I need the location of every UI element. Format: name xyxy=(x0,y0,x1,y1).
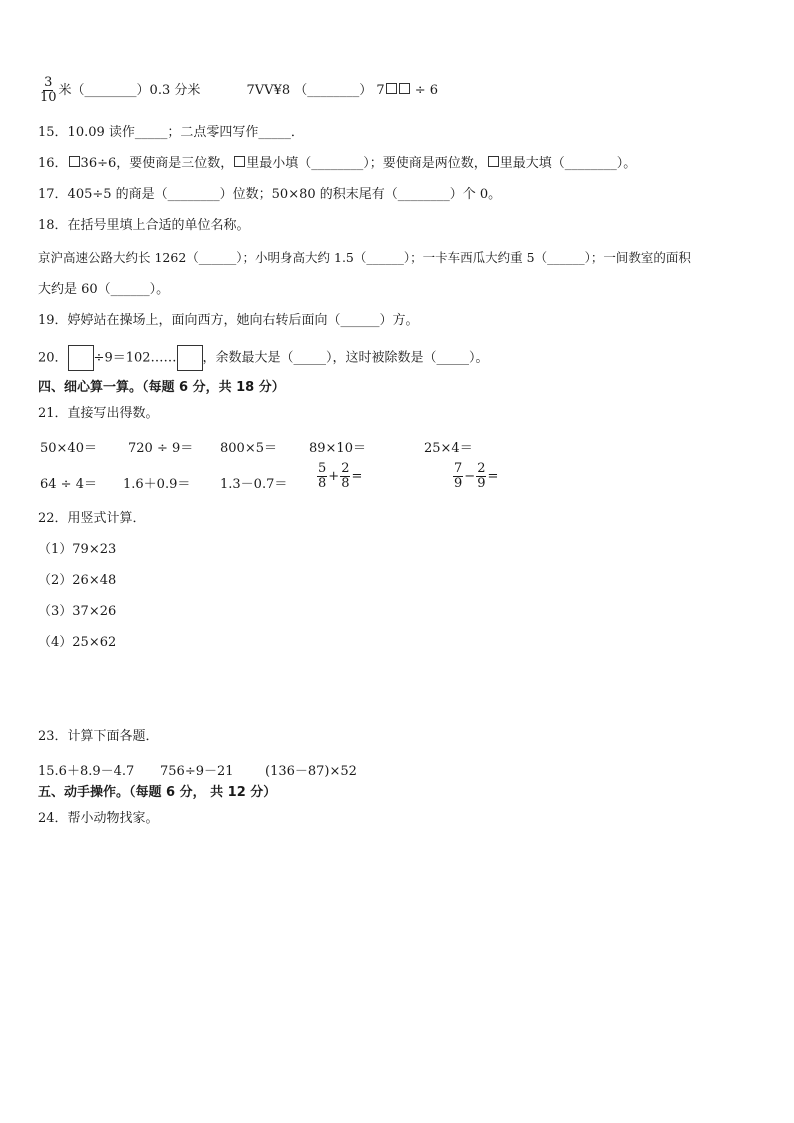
question-21-title: 21．直接写出得数。 xyxy=(38,406,159,421)
question-23-title: 23．计算下面各题． xyxy=(38,729,159,744)
blank-square xyxy=(69,156,80,167)
calc-item: 64 ÷ 4＝ xyxy=(40,477,97,492)
blank-square xyxy=(386,83,397,94)
blank-square xyxy=(234,156,245,167)
question-18-line1: 京沪高速公路大约长 1262（______）；小明身高大约 1.5（______）；一卡车西瓜大约重 5（______）；一间教室的面积 xyxy=(38,250,691,265)
calc-item: 25×4＝ xyxy=(424,441,473,456)
calc-item: 50×40＝ xyxy=(40,441,97,456)
vertical-calc-item: （3）37×26 xyxy=(38,604,117,619)
question-19: 19．婷婷站在操场上，面向西方，她向右转后面向（______）方。 xyxy=(38,313,419,328)
question-17: 17．405÷5 的商是（________）位数；50×80 的积末尾有（________）个 0。 xyxy=(38,187,502,202)
vertical-calc-item: （2）26×48 xyxy=(38,573,117,588)
q14-part3: ÷ 6 xyxy=(414,83,439,98)
expression: 756÷9－21 xyxy=(160,764,234,779)
question-20: 20． ÷9＝102…… ，余数最大是（_____），这时被除数是（_____）。 xyxy=(38,345,489,371)
vertical-calc-item: （4）25×62 xyxy=(38,635,117,650)
blank-square xyxy=(399,83,410,94)
section-4-heading: 四、细心算一算。（每题 6 分，共 18 分） xyxy=(38,380,285,395)
expression: 15.6＋8.9－4.7 xyxy=(38,764,135,779)
calc-item: 89×10＝ xyxy=(309,441,366,456)
vertical-calc-item: （1）79×23 xyxy=(38,542,117,557)
expression: (136－87)×52 xyxy=(265,764,357,779)
q14-line xyxy=(38,76,438,105)
question-22-title: 22．用竖式计算． xyxy=(38,511,146,526)
calc-item: 800×5＝ xyxy=(220,441,277,456)
fraction-calc-1: $\frac{5}{8}$ + $\frac{2}{8}$ = xyxy=(318,461,363,491)
fraction-3-10: $\frac{3}{10}$ xyxy=(40,75,57,105)
q14-part1: 米（________）0.3 分米 xyxy=(58,83,201,98)
calc-item: 720 ÷ 9＝ xyxy=(128,441,194,456)
q14-part2: 7VV¥8 （________） 7 xyxy=(246,83,385,98)
answer-box-dividend xyxy=(68,345,94,371)
calc-item: 1.6＋0.9＝ xyxy=(123,477,191,492)
question-18-line2: 大约是 60（______）。 xyxy=(38,282,170,297)
question-18-title: 18．在括号里填上合适的单位名称。 xyxy=(38,218,250,233)
fraction-calc-2: $\frac{7}{9}$ − $\frac{2}{9}$ = xyxy=(454,461,499,491)
section-5-heading: 五、动手操作。（每题 6 分， 共 12 分） xyxy=(38,785,277,800)
calc-item: 1.3－0.7＝ xyxy=(220,477,288,492)
question-15: 15．10.09 读作_____；二点零四写作_____． xyxy=(38,125,304,140)
question-16: 16． 36÷6，要使商是三位数， 里最小填（________）；要使商是两位数， 里最大填（________）。 xyxy=(38,156,637,171)
question-24: 24．帮小动物找家。 xyxy=(38,811,159,826)
blank-square xyxy=(488,156,499,167)
answer-box-remainder xyxy=(177,345,203,371)
